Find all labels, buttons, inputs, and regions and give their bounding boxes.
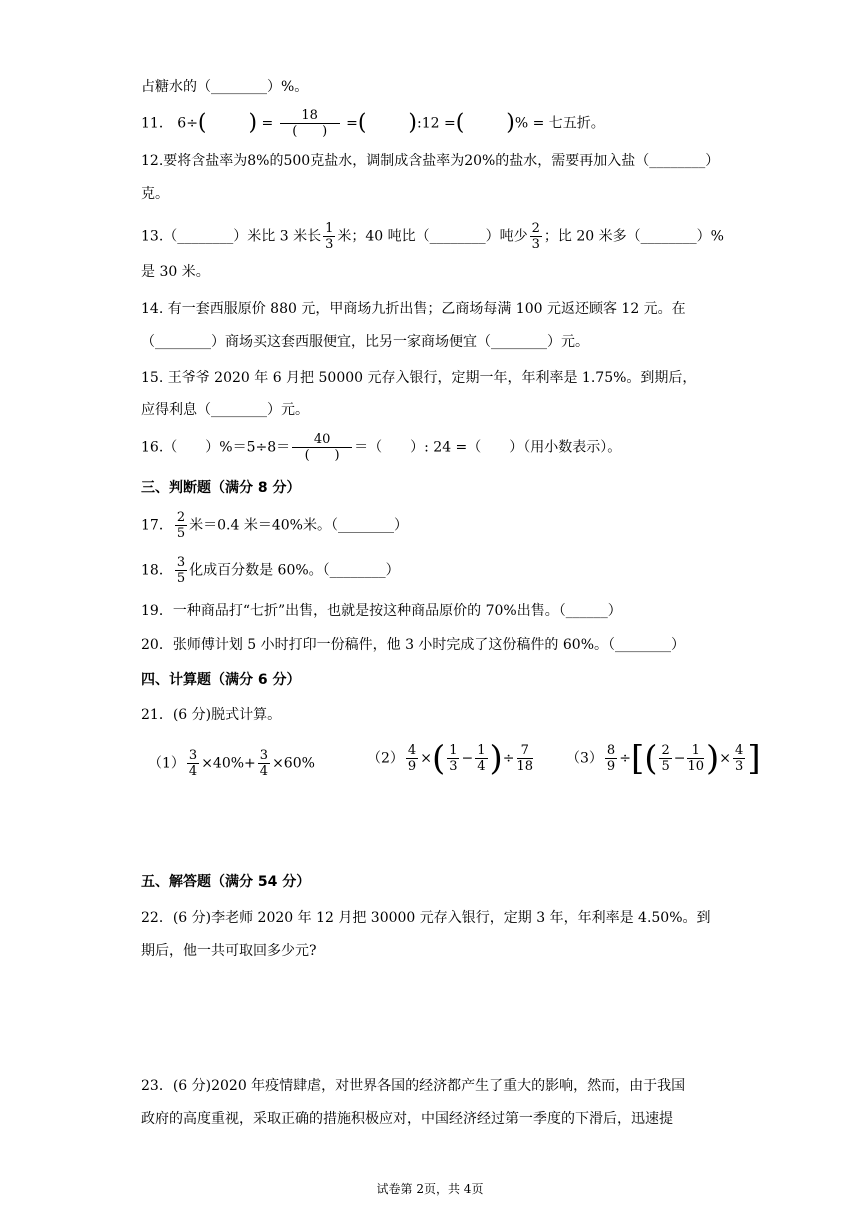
calc-3-t1: ÷ [619, 750, 631, 767]
section-5-heading: 五、解答题（满分 54 分） [141, 874, 311, 890]
q13-fraction-1 [323, 221, 335, 252]
calc-3-f3-num: 1 [687, 743, 704, 759]
section-3-heading: 三、判断题（满分 8 分） [141, 480, 301, 496]
calc-1-t1: ×40%+ [201, 755, 256, 772]
q10-tail: 占糖水的（________）%。 [141, 79, 309, 95]
calc-2-f1-den: 9 [407, 759, 417, 774]
calc-3-f1-num: 8 [606, 743, 616, 758]
calc-3-label: （3） [566, 750, 603, 767]
q11-a: 6÷ [177, 115, 198, 132]
calc-3-f4-num: 4 [735, 743, 744, 758]
q16-b: ＝（ ）: 24 =（ ）（用小数表示）。 [354, 439, 622, 456]
calc-3-frac-2 [659, 743, 671, 774]
calc-3-f2-num: 2 [661, 743, 670, 758]
q13-f2-num: 2 [531, 221, 540, 236]
calc-2-f2-den: 3 [449, 759, 458, 774]
section-4-heading: 四、计算题（满分 6 分） [141, 672, 301, 688]
calc-2-frac-1 [406, 743, 418, 774]
q23-line-2: 政府的高度重视，采取正确的措施积极应对，中国经济经过第一季度的下滑后，迅速提 [141, 1111, 673, 1127]
calc-3-f2-den: 5 [661, 759, 670, 774]
q11-blank-2: ( ) [357, 110, 417, 136]
calc-3-close-bracket: ] [747, 738, 761, 779]
q15-line-2: 应得利息（________）元。 [141, 402, 309, 418]
q17-fraction [175, 510, 187, 541]
calc-2-t1: × [420, 750, 432, 767]
q11-fraction-denominator: ( ) [292, 124, 328, 139]
q17-fraction-den: 5 [176, 526, 186, 541]
calc-3-close-paren: ) [706, 738, 720, 779]
q13-line-1 [141, 221, 724, 252]
q16-fraction [292, 432, 352, 463]
calc-2-label: （2） [367, 750, 404, 767]
q11-blank-3: ( ) [455, 110, 515, 136]
q19: 19．一种商品打“七折”出售，也就是按这种商品原价的 70%出售。（______） [141, 603, 622, 619]
q18-fraction [175, 555, 187, 586]
q11-d: % = 七五折。 [514, 115, 605, 132]
calc-2-open-paren: ( [431, 738, 446, 779]
q21: 21．(6 分)脱式计算。 [141, 707, 282, 723]
q18-fraction-den: 5 [176, 571, 186, 586]
q13-line-2: 是 30 米。 [141, 264, 210, 280]
calc-2-t3: ÷ [502, 750, 515, 767]
q12-line-2: 克。 [141, 186, 169, 202]
calc-3-frac-3 [687, 743, 704, 774]
q11-blank-1: ( ) [197, 110, 258, 136]
q11-c: :12 = [417, 115, 456, 132]
q17-fraction-num: 2 [176, 510, 186, 525]
calc-3-f3-den: 10 [687, 759, 705, 774]
q22-line-2: 期后，他一共可取回多少元? [141, 943, 317, 959]
q11-fraction-numerator: 18 [280, 108, 340, 124]
q11-fraction [280, 108, 340, 139]
page-footer: 试卷第 2页，共 4页 [376, 1182, 484, 1196]
q17-number: 17． [141, 517, 173, 534]
calc-expression-3 [566, 738, 761, 779]
calc-2-f4-num: 7 [517, 743, 534, 759]
calc-3-t3: × [719, 750, 732, 767]
q18-rest: 化成百分数是 60%。（________） [189, 562, 400, 579]
calc-3-open-paren: ( [644, 738, 658, 779]
q12-line-1: 12.要将含盐率为8%的500克盐水，调制成含盐率为20%的盐水，需要再加入盐（________） [141, 153, 720, 169]
calc-2-f3-num: 1 [477, 743, 486, 758]
q15-line-1: 15. 王爷爷 2020 年 6 月把 50000 元存入银行，定期一年，年利率是 1.75%。到期后， [141, 370, 697, 386]
q20: 20．张师傅计划 5 小时打印一份稿件，他 3 小时完成了这份稿件的 60%。（________） [141, 637, 685, 653]
calc-1-t2: ×60% [272, 755, 315, 772]
calc-2-frac-3 [475, 743, 487, 774]
q16 [141, 432, 621, 463]
calc-1-frac-1 [187, 748, 199, 779]
calc-2-f3-den: 4 [477, 759, 486, 774]
q22-line-1: 22．(6 分)李老师 2020 年 12 月把 30000 元存入银行，定期 3 年，年利率是 4.50%。到 [141, 910, 711, 926]
q11-eq: = [346, 115, 358, 132]
q14-line-1: 14. 有一套西服原价 880 元，甲商场九折出售；乙商场每满 100 元返还顾客 12 元。在 [141, 301, 686, 317]
q11-number: 11． [141, 115, 173, 132]
calc-2-frac-4 [517, 743, 534, 774]
q18-fraction-num: 3 [176, 555, 186, 570]
calc-2-f2-num: 1 [449, 743, 458, 758]
calc-expression-1 [148, 748, 315, 779]
q13-fraction-2 [530, 221, 542, 252]
calc-3-open-bracket: [ [630, 738, 645, 779]
q13-f2-den: 3 [531, 237, 540, 252]
q11: 11． 6÷( ) = $\frac{18}{( )}$ =( ):12 =( )% = 七五折。 [141, 108, 605, 139]
calc-3-f1-den: 9 [606, 759, 616, 774]
q17-rest: 米＝0.4 米＝40%米。（________） [189, 517, 408, 534]
q13-a: 13.（________）米比 3 米长 [141, 228, 322, 245]
q14-line-2: （________）商场买这套西服便宜，比另一家商场便宜（________）元。 [141, 334, 589, 350]
calc-1-f2-den: 4 [259, 764, 269, 779]
calc-2-f1-num: 4 [407, 743, 417, 758]
q17 [141, 510, 408, 541]
calc-3-frac-1 [605, 743, 617, 774]
calc-1-frac-2 [258, 748, 270, 779]
q16-fraction-denominator: ( ) [304, 448, 340, 463]
q13-f1-num: 1 [325, 221, 334, 236]
calc-1-label: （1） [148, 755, 185, 772]
q18 [141, 555, 400, 586]
q13-c: ；比 20 米多（________）% [543, 228, 724, 245]
q18-number: 18． [141, 562, 173, 579]
calc-3-frac-4 [733, 743, 745, 774]
calc-2-f4-den: 18 [516, 759, 534, 774]
q23-line-1: 23．(6 分)2020 年疫情肆虐，对世界各国的经济都产生了重大的影响，然而，由于我国 [141, 1078, 686, 1094]
q13-f1-den: 3 [325, 237, 334, 252]
calc-3-f4-den: 3 [735, 759, 744, 774]
calc-1-f2-num: 3 [259, 748, 269, 763]
calc-1-f1-num: 3 [188, 748, 198, 763]
calc-2-t2: − [461, 750, 474, 767]
calc-3-t2: − [673, 750, 686, 767]
calc-expression-2 [367, 738, 535, 779]
q16-fraction-numerator: 40 [292, 432, 352, 448]
calc-2-frac-2 [447, 743, 459, 774]
calc-1-f1-den: 4 [188, 764, 198, 779]
q16-a: 16.（ ）%＝5÷8＝ [141, 439, 291, 456]
calc-2-close-paren: ) [489, 738, 503, 779]
q13-b: 米；40 吨比（________）吨少 [337, 228, 528, 245]
